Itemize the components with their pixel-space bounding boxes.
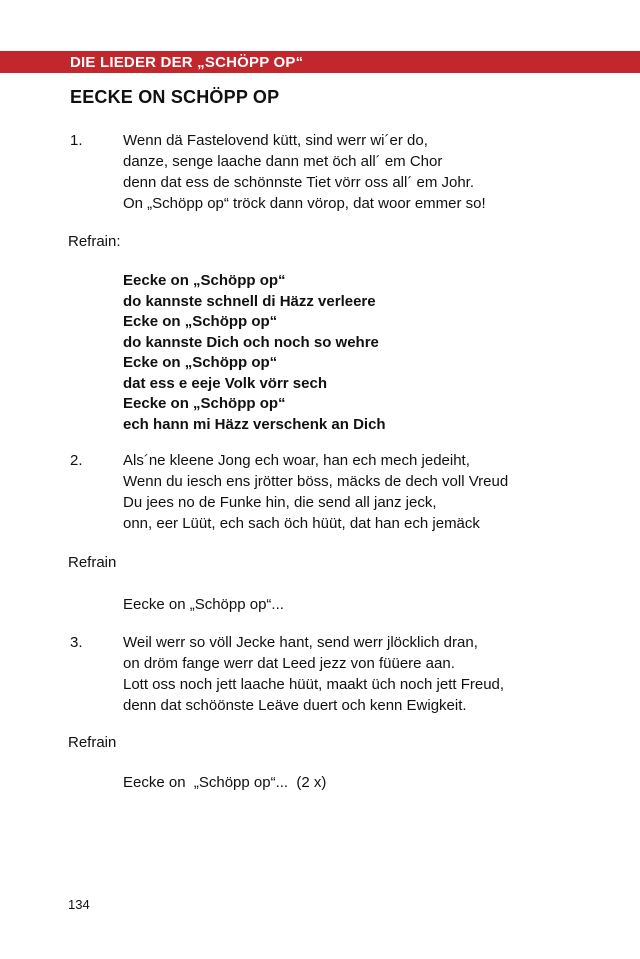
chapter-header-text: DIE LIEDER DER „SCHÖPP OP“: [70, 53, 304, 71]
verse-line: Wenn du iesch ens jrötter böss, mäcks de dech voll Vreud: [123, 473, 509, 490]
verse-1: [70, 130, 640, 214]
song-book-page: [0, 51, 640, 959]
refrain-line: do kannste schnell di Häzz verleere: [123, 292, 376, 310]
verse-line: onn, eer Lüüt, ech sach öch hüüt, dat han ech jemäck: [123, 515, 480, 532]
verse-line: Als´ne kleene Jong ech woar, han ech mech jedeiht,: [123, 452, 470, 469]
verse-line: Lott oss noch jett laache hüüt, maakt üch noch jett Freud,: [123, 676, 505, 693]
refrain-block: [123, 271, 640, 435]
refrain-line: Eecke on „Schöpp op“: [123, 272, 286, 289]
refrain-short-reference: Eecke on „Schöpp op“...: [123, 596, 284, 613]
refrain-line: Ecke on „Schöpp op“: [123, 313, 278, 330]
chapter-header-bar: [0, 51, 640, 73]
verse-line: Weil werr so völl Jecke hant, send werr jlöcklich dran,: [123, 634, 478, 651]
refrain-line: Eecke on „Schöpp op“: [123, 395, 286, 412]
refrain-final-reference: Eecke on „Schöpp op“... (2 x): [123, 774, 327, 791]
refrain-line: ech hann mi Häzz verschenk an Dich: [123, 415, 386, 433]
refrain-line: do kannste Dich och noch so wehre: [123, 333, 379, 351]
refrain-line: dat ess e eeje Volk vörr sech: [123, 374, 328, 392]
verse-3-lines: [123, 632, 504, 716]
verse-3: [70, 632, 640, 716]
refrain-label-3: Refrain: [68, 734, 117, 751]
verse-line: denn dat ess de schönnste Tiet vörr oss all´ em Johr.: [123, 174, 475, 191]
refrain-line: Ecke on „Schöpp op“: [123, 354, 278, 371]
verse-line: Du jees no de Funke hin, die send all janz jeck,: [123, 494, 437, 511]
verse-1-lines: [123, 130, 486, 214]
verse-2: [70, 450, 640, 534]
verse-2-lines: [123, 450, 508, 534]
verse-2-number: 2.: [70, 452, 83, 469]
verse-line: On „Schöpp op“ tröck dann vörop, dat woor emmer so!: [123, 195, 486, 212]
verse-line: on dröm fange werr dat Leed jezz von füüere aan.: [123, 655, 455, 672]
page-number: 134: [68, 897, 90, 912]
refrain-label-1: Refrain:: [68, 233, 121, 250]
verse-line: Wenn dä Fastelovend kütt, sind werr wi´er do,: [123, 132, 428, 149]
verse-3-number: 3.: [70, 634, 83, 651]
song-title: EECKE ON SCHÖPP OP: [70, 87, 280, 107]
verse-line: denn dat schöönste Leäve duert och kenn Ewigkeit.: [123, 697, 467, 714]
refrain-label-2: Refrain: [68, 554, 117, 571]
verse-1-number: 1.: [70, 132, 83, 149]
verse-line: danze, senge laache dann met öch all´ em Chor: [123, 153, 443, 170]
